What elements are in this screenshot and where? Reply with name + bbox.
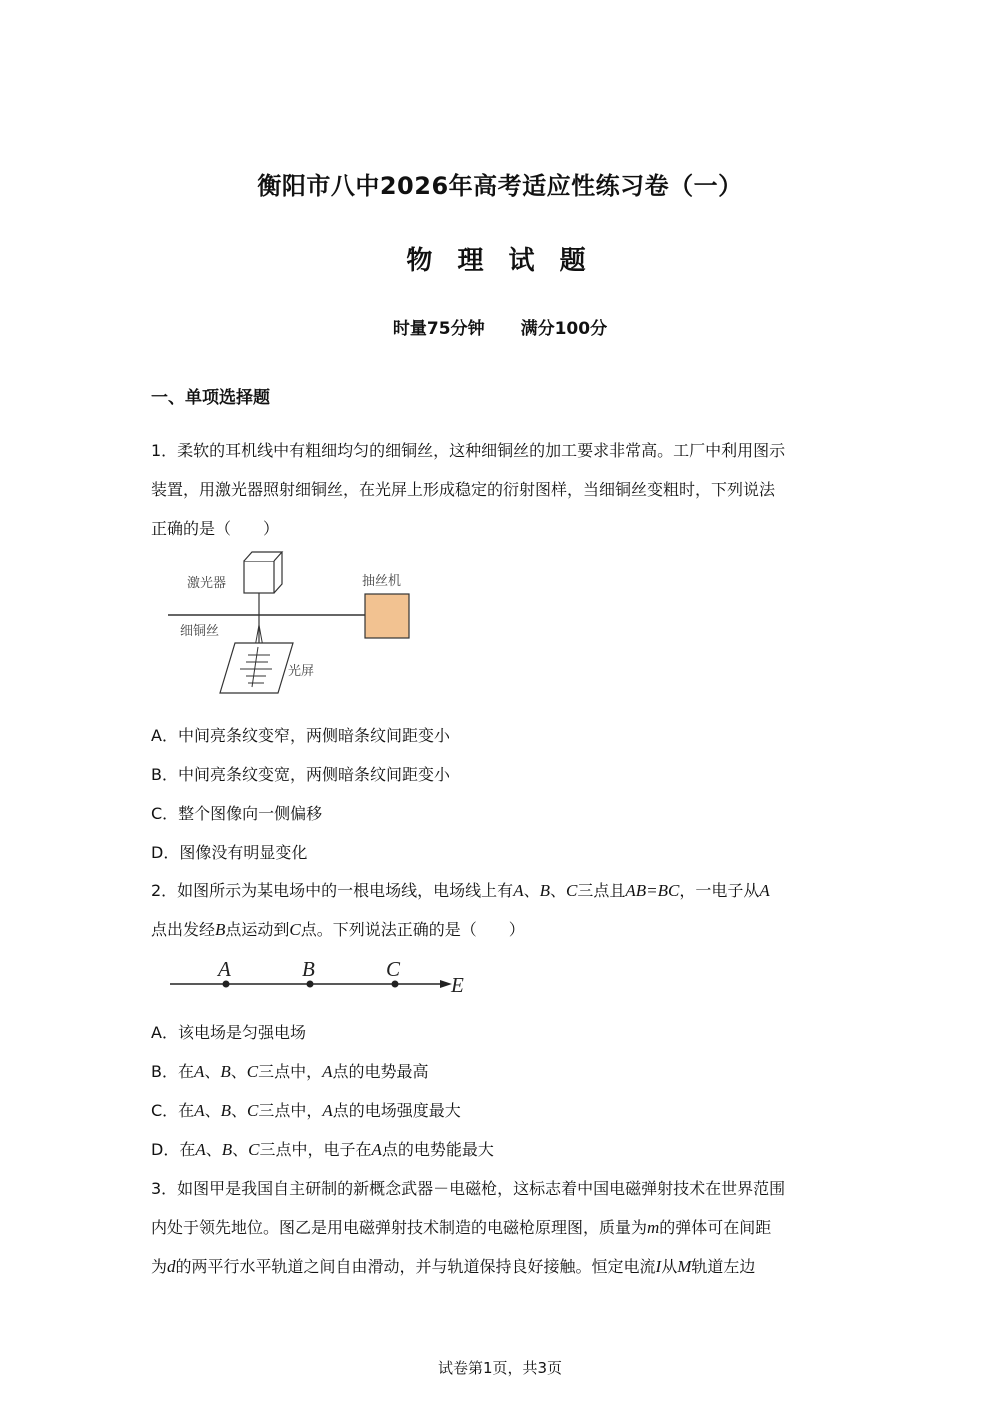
q2-option-a[interactable]: A．该电场是匀强电场 (151, 1023, 306, 1042)
screen-label: 光屏 (288, 664, 315, 679)
page-title: 衡阳市八中2026年高考适应性练习卷（一） (257, 172, 743, 200)
wire-label: 细铜丝 (180, 624, 220, 639)
laser-label: 激光器 (187, 576, 227, 591)
q1-line-1: 1．柔软的耳机线中有粗细均匀的细铜丝，这种细铜丝的加工要求非常高。工厂中利用图示 (151, 441, 786, 460)
q1-option-a[interactable]: A．中间亮条纹变窄，两侧暗条纹间距变小 (151, 726, 450, 745)
q1-figure (160, 545, 430, 705)
q1-line-2: 装置，用激光器照射细铜丝，在光屏上形成稳定的衍射图样，当细铜丝变粗时，下列说法 (151, 480, 776, 499)
label-a: A (218, 957, 231, 981)
q3-line-3: 为d的两平行水平轨道之间自由滑动，并与轨道保持良好接触。恒定电流I从M轨道左边 (151, 1257, 756, 1276)
q2-figure (165, 955, 475, 1000)
q2-option-b[interactable]: B．在A、B、C三点中，A点的电势最高 (151, 1062, 429, 1081)
exam-meta (0, 314, 1000, 339)
q2-line-1: 2．如图所示为某电场中的一根电场线，电场线上有A、B、C三点且AB=BC，一电子从A (151, 881, 770, 900)
label-c: C (386, 957, 401, 981)
q2-option-c[interactable]: C．在A、B、C三点中，A点的电场强度最大 (151, 1101, 461, 1120)
q2-option-d[interactable]: D．在A、B、C三点中，电子在A点的电势能最大 (151, 1140, 494, 1159)
laser-cube (244, 552, 282, 593)
point-c (392, 981, 399, 988)
page-footer: 试卷第1页，共3页 (437, 1359, 563, 1377)
exam-score: 满分100分 (520, 319, 608, 339)
q1-line-3: 正确的是（ ） (151, 519, 280, 538)
drawer-label: 抽丝机 (362, 574, 402, 589)
q2-line-2: 点出发经B点运动到C点。下列说法正确的是（ ） (151, 920, 525, 939)
q1-option-b[interactable]: B．中间亮条纹变宽，两侧暗条纹间距变小 (151, 765, 450, 784)
q3-line-2: 内处于领先地位。图乙是用电磁弹射技术制造的电磁枪原理图，质量为m的弹体可在间距 (151, 1218, 772, 1237)
page-subtitle: 物 理 试 题 (406, 246, 594, 276)
wire-drawer-box (365, 594, 409, 638)
q3-line-1: 3．如图甲是我国自主研制的新概念武器－电磁枪，这标志着中国电磁弹射技术在世界范围 (151, 1179, 786, 1198)
point-b (307, 981, 314, 988)
q1-option-c[interactable]: C．整个图像向一侧偏移 (151, 804, 323, 823)
q1-option-d[interactable]: D．图像没有明显变化 (151, 843, 308, 862)
label-e: E (451, 973, 464, 997)
light-screen (220, 643, 293, 693)
point-a (223, 981, 230, 988)
section-heading: 一、单项选择题 (151, 388, 270, 408)
label-b: B (302, 957, 315, 981)
exam-time: 时量75分钟 (392, 319, 485, 339)
